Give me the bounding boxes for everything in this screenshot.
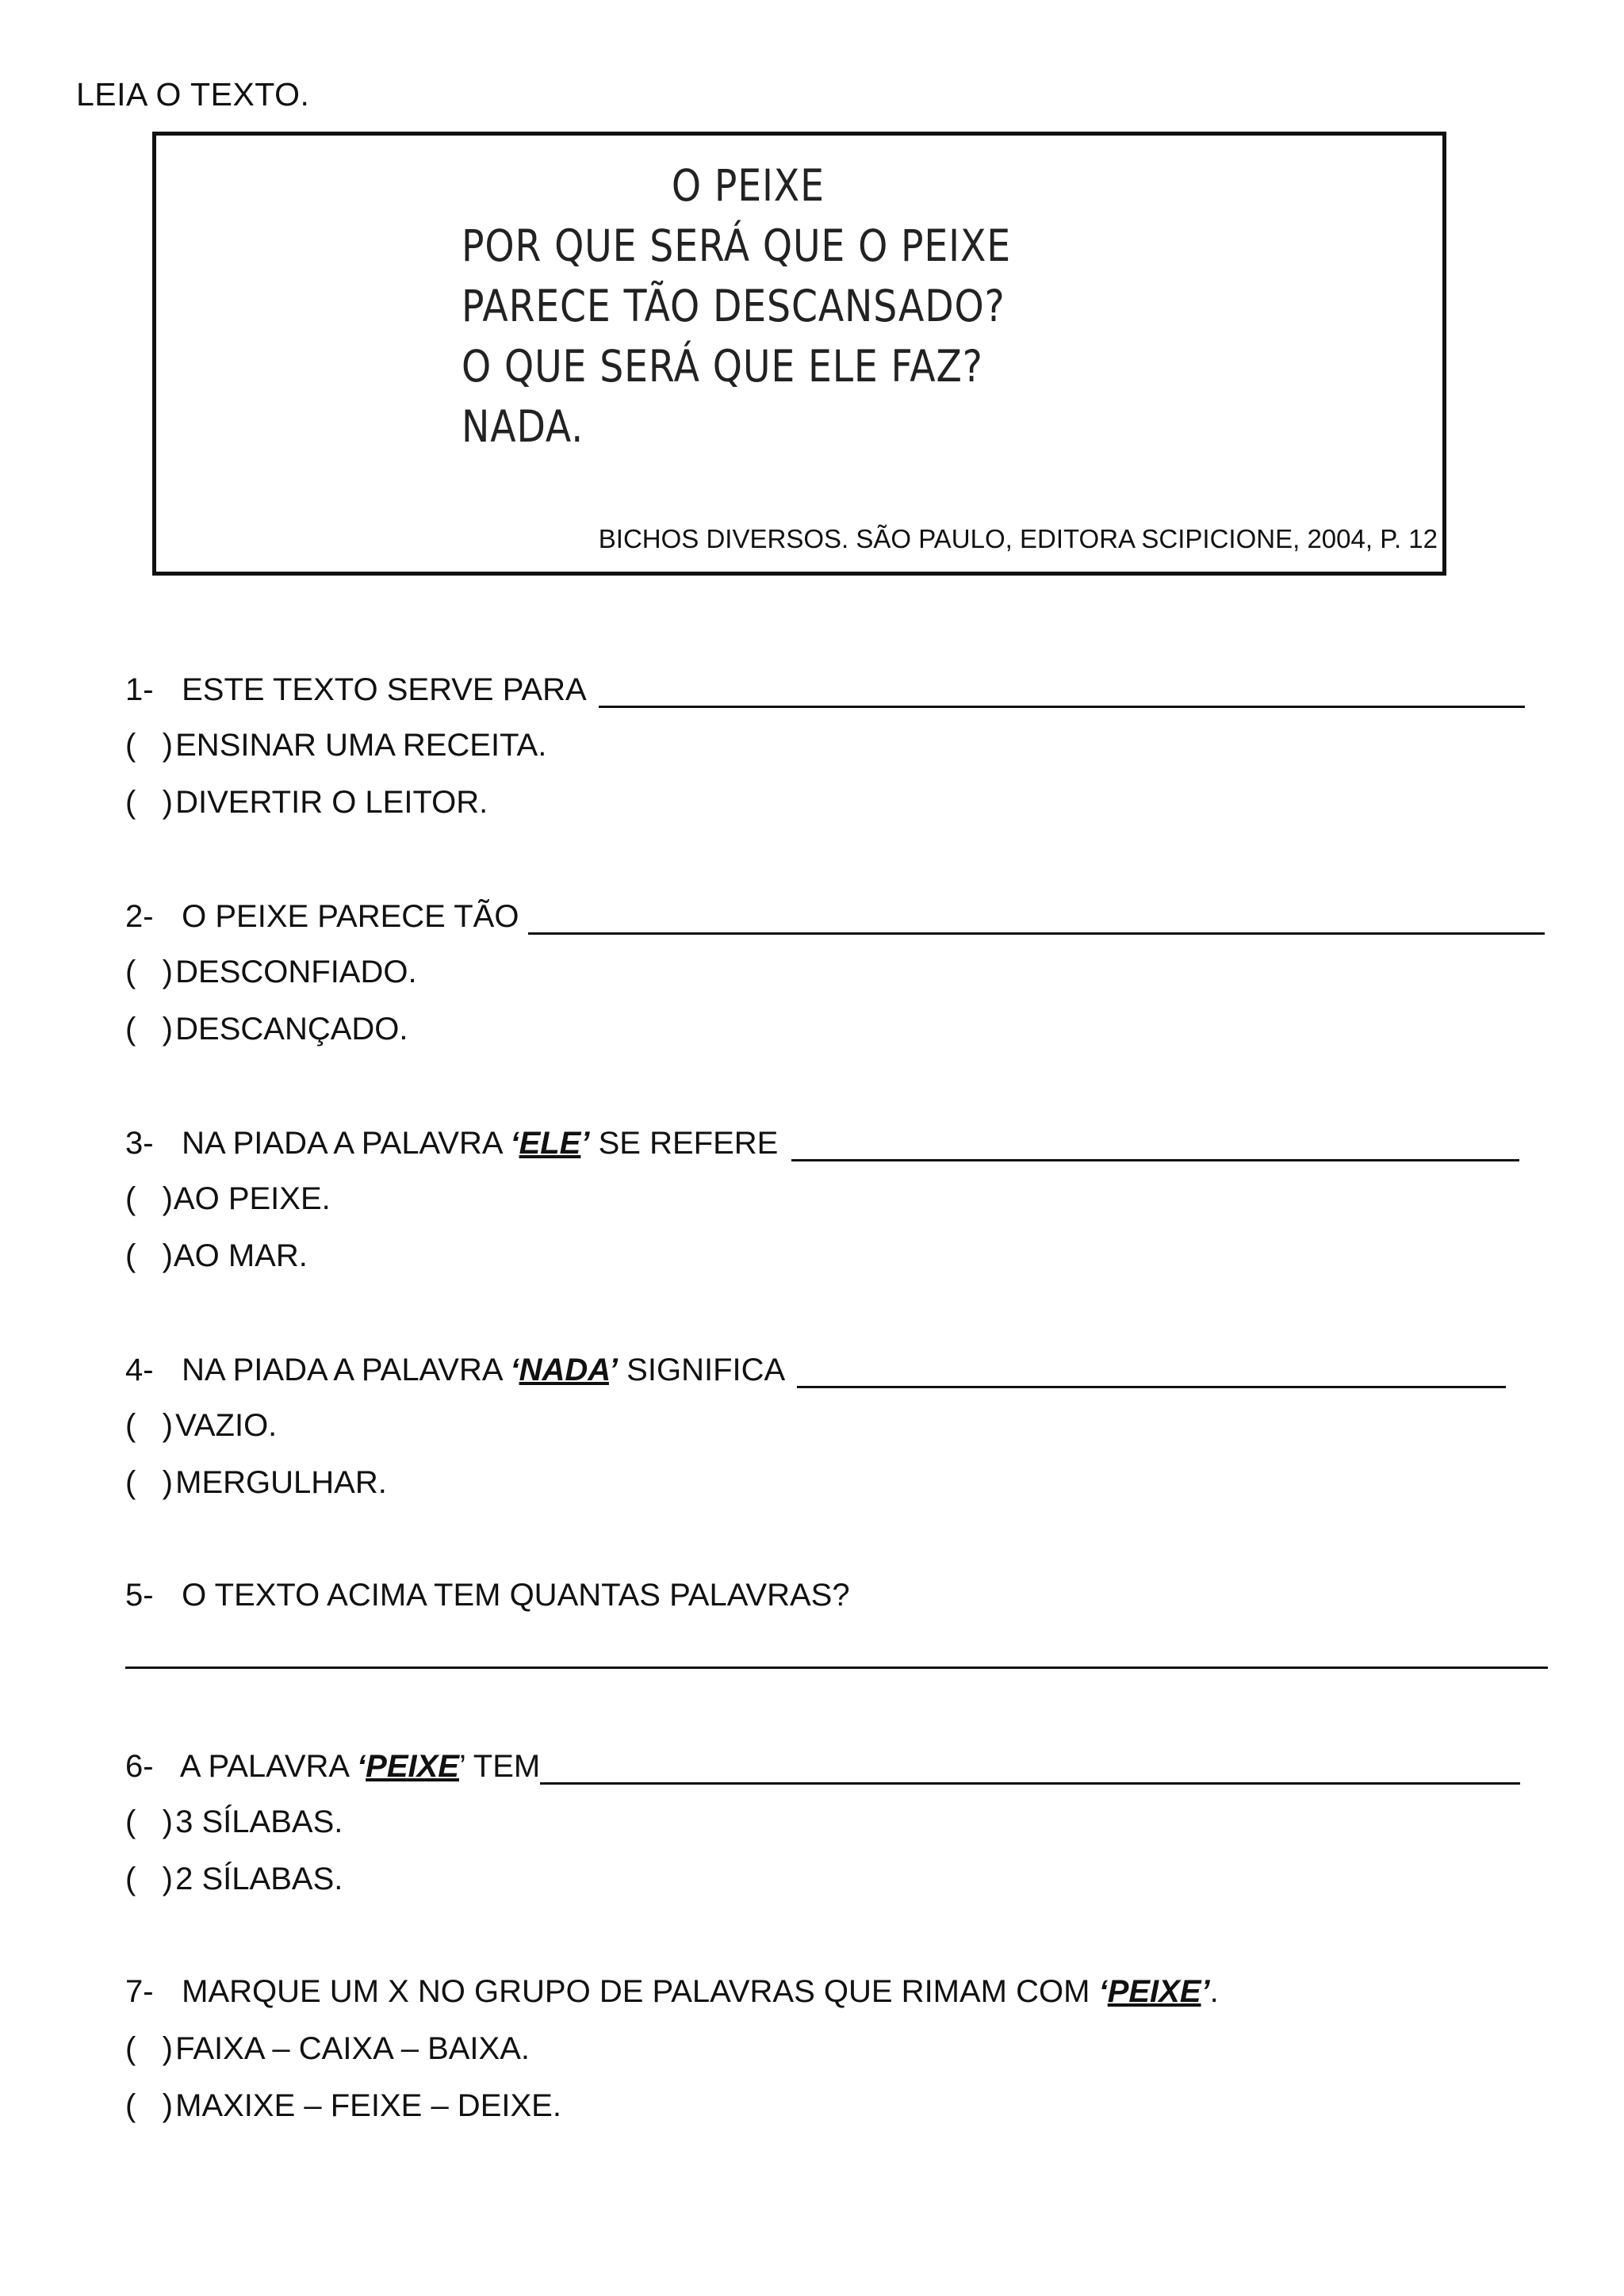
option-label: 2 SÍLABAS. xyxy=(175,1862,343,1896)
poem-line: O QUE SERÁ QUE ELE FAZ? xyxy=(462,341,983,392)
question-number: 6- xyxy=(125,1749,154,1784)
highlighted-word: ‘NADA’ xyxy=(510,1353,619,1387)
checkbox[interactable]: ( ) xyxy=(125,1408,173,1443)
checkbox[interactable]: ( ) xyxy=(125,1238,173,1273)
highlighted-word: ‘ELE’ xyxy=(510,1126,590,1161)
answer-line[interactable] xyxy=(599,671,1525,708)
poem xyxy=(462,155,1011,457)
question-2 xyxy=(125,897,1545,935)
question-text: NA PIADA A PALAVRA xyxy=(182,1126,502,1161)
option-3b[interactable] xyxy=(125,1238,308,1274)
question-6 xyxy=(125,1747,1520,1785)
checkbox[interactable]: ( ) xyxy=(125,785,173,820)
checkbox[interactable]: ( ) xyxy=(125,1465,173,1500)
option-label: DESCONFIADO. xyxy=(175,955,417,989)
poem-title: O PEIXE xyxy=(671,160,825,211)
answer-line[interactable] xyxy=(528,897,1545,935)
option-label: MERGULHAR. xyxy=(175,1465,387,1500)
option-label: DESCANÇADO. xyxy=(175,1012,408,1047)
reading-text-box xyxy=(152,132,1446,576)
question-number: 1- xyxy=(125,672,154,707)
question-number: 4- xyxy=(125,1353,154,1387)
question-1 xyxy=(125,671,1525,708)
answer-line[interactable] xyxy=(797,1351,1506,1388)
option-6b[interactable] xyxy=(125,1862,343,1897)
question-text-after: . xyxy=(1209,1974,1219,2009)
answer-line[interactable] xyxy=(791,1124,1519,1161)
option-1b[interactable] xyxy=(125,785,488,821)
checkbox[interactable]: ( ) xyxy=(125,2031,173,2066)
option-label: 3 SÍLABAS. xyxy=(175,1804,343,1839)
question-5 xyxy=(125,1578,850,1613)
question-text-after: SE REFERE xyxy=(598,1126,779,1161)
question-7 xyxy=(125,1974,1219,2010)
highlighted-word: ‘PEIXE’ xyxy=(1098,1974,1210,2009)
option-label: AO PEIXE. xyxy=(173,1181,331,1216)
question-text-after: TEM xyxy=(473,1749,541,1784)
question-text: MARQUE UM X NO GRUPO DE PALAVRAS QUE RIMAM COM xyxy=(182,1974,1090,2009)
checkbox[interactable]: ( ) xyxy=(125,1012,173,1047)
option-label: AO MAR. xyxy=(173,1238,308,1273)
answer-line[interactable] xyxy=(540,1747,1520,1785)
checkbox[interactable]: ( ) xyxy=(125,728,173,763)
checkbox[interactable]: ( ) xyxy=(125,955,173,989)
question-number: 2- xyxy=(125,899,154,934)
answer-line-full[interactable] xyxy=(125,1667,1548,1669)
question-text: ESTE TEXTO SERVE PARA xyxy=(182,672,585,707)
citation: BICHOS DIVERSOS. SÃO PAULO, EDITORA SCIPICIONE, 2004, P. 12 xyxy=(598,524,1438,553)
instruction-heading: LEIA O TEXTO. xyxy=(76,76,310,113)
option-4a[interactable] xyxy=(125,1408,277,1444)
option-4b[interactable] xyxy=(125,1465,387,1501)
question-number: 5- xyxy=(125,1578,154,1613)
option-label: FAIXA – CAIXA – BAIXA. xyxy=(175,2031,530,2066)
checkbox[interactable]: ( ) xyxy=(125,1181,173,1216)
option-3a[interactable] xyxy=(125,1181,331,1217)
option-label: ENSINAR UMA RECEITA. xyxy=(175,728,547,763)
checkbox[interactable]: ( ) xyxy=(125,1862,173,1896)
option-1a[interactable] xyxy=(125,728,546,763)
question-number: 3- xyxy=(125,1126,154,1161)
highlighted-word: ‘PEIXE xyxy=(357,1749,459,1784)
option-6a[interactable] xyxy=(125,1804,343,1840)
question-text-after: SIGNIFICA xyxy=(626,1353,783,1387)
poem-line: POR QUE SERÁ QUE O PEIXE xyxy=(462,220,1012,271)
poem-line: PARECE TÃO DESCANSADO? xyxy=(462,281,1005,331)
option-7b[interactable] xyxy=(125,2088,561,2124)
option-label: DIVERTIR O LEITOR. xyxy=(175,785,488,820)
question-number: 7- xyxy=(125,1974,154,2009)
poem-line: NADA. xyxy=(462,401,584,452)
option-2b[interactable] xyxy=(125,1012,408,1047)
question-text: O TEXTO ACIMA TEM QUANTAS PALAVRAS? xyxy=(182,1578,850,1613)
option-label: MAXIXE – FEIXE – DEIXE. xyxy=(175,2088,561,2123)
option-2a[interactable] xyxy=(125,955,417,990)
checkbox[interactable]: ( ) xyxy=(125,2088,173,2123)
checkbox[interactable]: ( ) xyxy=(125,1804,173,1839)
question-text: A PALAVRA xyxy=(179,1749,348,1784)
question-text: O PEIXE PARECE TÃO xyxy=(182,899,519,934)
option-7a[interactable] xyxy=(125,2031,530,2067)
question-4 xyxy=(125,1351,1506,1388)
question-text: NA PIADA A PALAVRA xyxy=(182,1353,502,1387)
question-3 xyxy=(125,1124,1519,1161)
quote-close: ’ xyxy=(458,1749,465,1784)
option-label: VAZIO. xyxy=(175,1408,278,1443)
